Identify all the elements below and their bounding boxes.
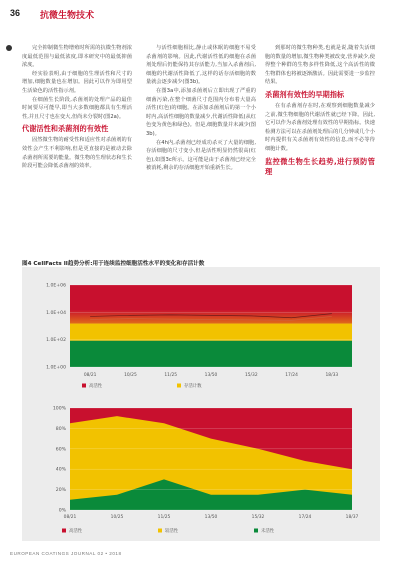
legend-swatch <box>82 384 86 388</box>
y-tick-label: 1.0E+04 <box>46 310 66 316</box>
y-tick-label: 1.0E+00 <box>46 365 66 371</box>
x-tick-label: 18/33 <box>325 373 339 378</box>
band-low <box>70 341 352 367</box>
legend-label: 较活性 <box>165 529 179 534</box>
x-tick-label: 10/25 <box>110 515 124 520</box>
x-tick-label: 17/24 <box>285 373 298 378</box>
x-tick-label: 13/50 <box>204 515 218 520</box>
trend-chart-top <box>22 267 380 397</box>
footer-journal: EUROPEAN COATINGS JOURNAL 02 • 2018 <box>10 551 122 556</box>
y-tick-label: 60% <box>55 447 66 453</box>
band-mid <box>70 324 352 341</box>
page-header <box>10 8 390 22</box>
text-column-2 <box>146 44 256 173</box>
x-tick-label: 13/50 <box>204 373 218 378</box>
y-tick-label: 1.0E+06 <box>46 283 66 289</box>
x-tick-label: 15/32 <box>244 373 258 378</box>
legend-swatch <box>254 529 258 533</box>
paragraph: 经实验表明,由于细胞的生理活性和尺寸的增加,细胞数量也在增加。因此可以作为即用型生活染色的活性指示剂。 <box>22 70 132 94</box>
subheading: 监控微生物生长趋势,进行预防管理 <box>265 156 375 176</box>
paragraph: 固然微生物的耐受性和适应性对杀菌剂的有效性会产生不利影响,但是更直接的是被动去除杀菌剂所需要的能量。微生物的生理状态和生长阶段可能会降低杀菌剂的效率。 <box>22 137 132 170</box>
legend-label: 高活性 <box>89 384 103 389</box>
x-tick-label: 15/32 <box>251 515 265 520</box>
text-column-1 <box>22 44 132 171</box>
y-tick-label: 40% <box>55 467 66 473</box>
subheading: 杀菌剂有效性的早期指标 <box>265 89 345 99</box>
y-tick-label: 20% <box>55 488 66 494</box>
activity-chart-bottom <box>22 398 380 541</box>
legend-label: 高活性 <box>69 529 83 534</box>
paragraph: 在图3a中,添加杀菌剂后立即出现了严重的细菌污染,在整个细菌尺寸范围内分布着大量高活性(红色)的细胞。在添加杀菌剂后的第一个小时内,高活性细胞的数量减少,代谢活性降低(从红色变为黄色和绿色)。但是,细胞数量并未减少(图3b)。 <box>146 87 256 137</box>
paragraph: 在4h内,杀菌剂已经成功杀灭了大量的细胞,存活细胞的尺寸变小,但是活性明显仍然很高(红色),如图3c所示。这可能是由于杀菌剂已经完全被消耗,剩余的存活细胞开始重新生长。 <box>146 139 256 172</box>
x-tick-label: 11/25 <box>164 373 178 378</box>
legend-label: 存活计数 <box>184 384 202 389</box>
paragraph: 在有杀菌剂存在时,在观察到细胞数量减少之前,微生物细胞的代谢活性就已经下降。因此,它可以作为杀菌剂处理有效性的早期指标。快速检测方法可以在杀菌剂处理后的几分钟或几个小时内提供有关杀菌剂有效性的信息,而不必等待细胞计数。 <box>265 102 375 152</box>
legend-label: 未活性 <box>261 529 275 534</box>
legend-swatch <box>158 529 162 533</box>
x-tick-label: 18/37 <box>345 515 359 520</box>
y-tick-label: 0% <box>58 508 66 514</box>
side-bullet-icon <box>6 45 12 51</box>
page-number: 36 <box>10 8 21 18</box>
x-tick-label: 10/25 <box>124 373 137 378</box>
y-tick-label: 1.0E+02 <box>46 338 66 344</box>
paragraph: 完全抑制微生物增殖时所需的抗微生物剂浓度最低范围与最低浓度,即本研究中的最低抑菌浓度。 <box>22 45 132 69</box>
x-tick-label: 08/21 <box>83 373 97 378</box>
x-tick-label: 17/24 <box>298 515 312 520</box>
x-tick-label: 11/25 <box>157 515 171 520</box>
paragraph: 与活性细胞相比,静止或休眠的细胞不易受杀菌剂的影响。因此,代谢活性低的细胞在杀菌剂处理后仍能保持其存活能力,当加入杀菌剂后,细胞的代谢活性降低了,这样的话存活细胞的数量就会逐步减少(图3b)。 <box>146 45 256 86</box>
figure-caption: 图4 CellFacts II趋势分析:用于连续监控细胞活性水平的变化和存活计数 <box>22 261 205 267</box>
x-tick-label: 08/21 <box>63 515 77 520</box>
band-transition <box>70 310 352 324</box>
subheading: 代谢活性和杀菌剂的有效性 <box>22 124 109 134</box>
y-tick-label: 100% <box>52 406 66 412</box>
legend-swatch <box>62 529 66 533</box>
y-tick-label: 80% <box>55 426 66 432</box>
paragraph: 在细菌生长阶段,杀菌剂的处理产品的最佳时间要尽可能早,即当大多数细胞都具有生理活性,并且尺寸也在变大,但尚未分裂时(图2a)。 <box>22 96 132 120</box>
text-column-3 <box>265 44 375 179</box>
paragraph: 到那时的微生物种类,也就是说,随着失活细胞的数量的增加,微生物种类被改变,营养减少,使得整个种群的生物多样性降低,这个高活性的微生物群体也将被逐渐激活。因此需要进一步监控结果。 <box>265 45 375 86</box>
section-title: 抗微生物技术 <box>40 11 95 21</box>
legend-swatch <box>177 384 181 388</box>
